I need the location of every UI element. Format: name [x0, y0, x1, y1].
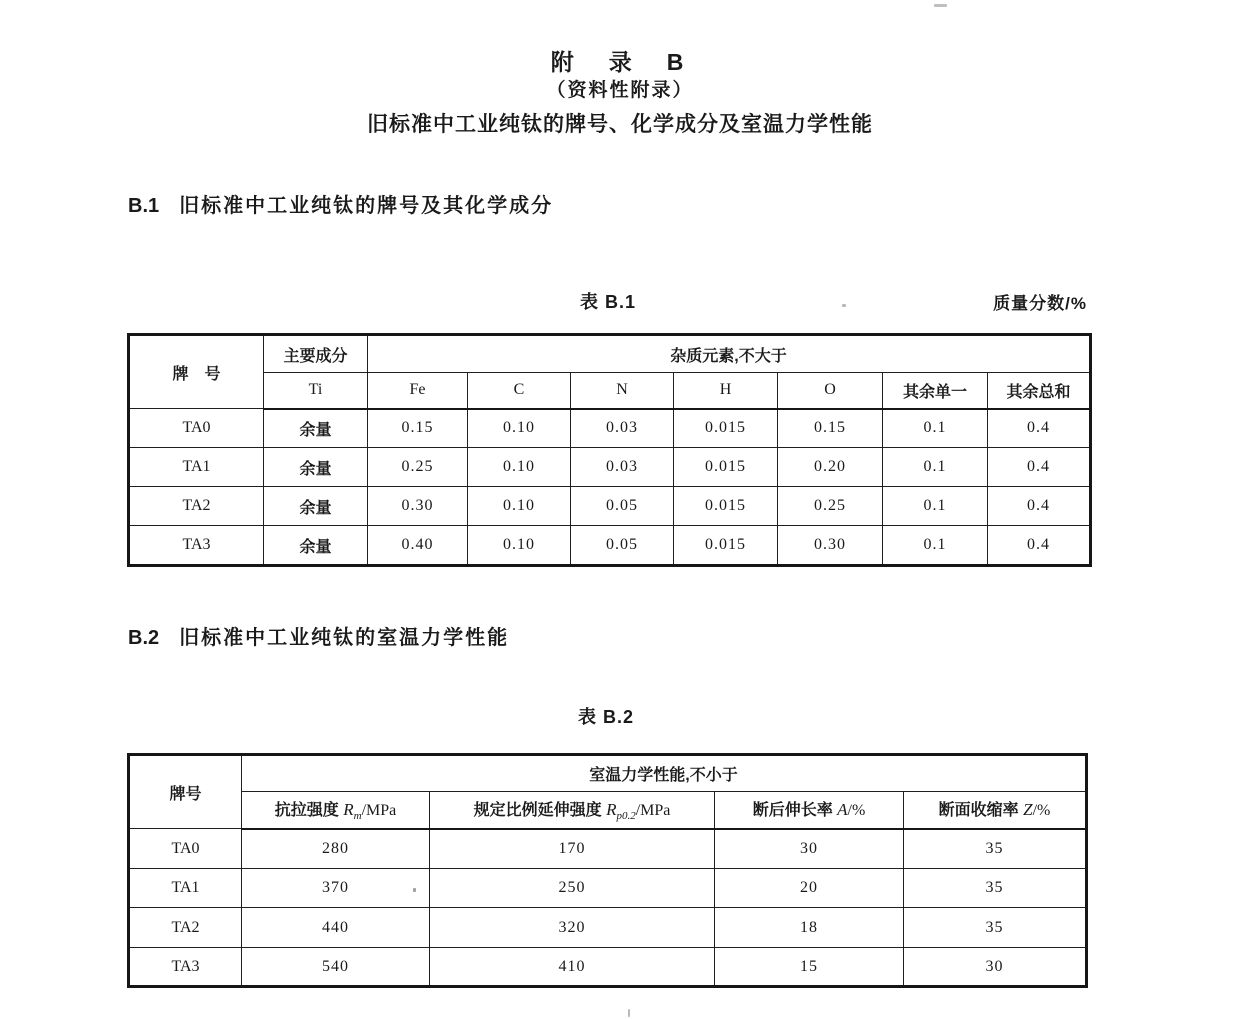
value-cell: 0.30 [778, 526, 883, 566]
value-cell: 0.1 [883, 409, 988, 448]
grade-cell: TA2 [129, 487, 264, 526]
section-b1-heading [128, 189, 553, 218]
b1-header-n: N [571, 373, 674, 409]
b1-header-fe: Fe [368, 373, 468, 409]
value-cell: 0.015 [674, 409, 778, 448]
table-b1 [127, 333, 1092, 567]
value-cell: 0.1 [883, 448, 988, 487]
value-cell: 30 [904, 948, 1087, 987]
b1-header-ti: Ti [264, 373, 368, 409]
value-cell: 0.015 [674, 487, 778, 526]
grade-cell: TA3 [129, 526, 264, 566]
b2-row-ta3 [129, 948, 1087, 987]
b1-header-row-1 [129, 335, 1091, 373]
value-cell: 0.10 [468, 487, 571, 526]
value-cell: 0.015 [674, 526, 778, 566]
value-cell: 0.4 [988, 526, 1091, 566]
b1-row-ta0 [129, 409, 1091, 448]
ti-balance-cell: 余量 [264, 409, 368, 448]
b2-header-elongation: 断后伸长率 A/% [715, 792, 904, 829]
b1-header-other-single: 其余单一 [883, 373, 988, 409]
grade-cell: TA1 [129, 448, 264, 487]
appendix-title: 旧标准中工业纯钛的牌号、化学成分及室温力学性能 [367, 113, 873, 136]
b1-header-row-2 [129, 373, 1091, 409]
value-cell: 35 [904, 869, 1087, 908]
symbol-rm: R [343, 800, 354, 820]
b2-header-grade: 牌号 [129, 755, 242, 829]
symbol-z: Z [1023, 800, 1033, 820]
value-cell: 18 [715, 908, 904, 948]
b2-row-ta1 [129, 869, 1087, 908]
value-cell: 30 [715, 829, 904, 869]
value-cell: 0.15 [778, 409, 883, 448]
value-cell: 35 [904, 908, 1087, 948]
b1-header-impurities: 杂质元素,不大于 [368, 335, 1091, 373]
value-cell: 0.03 [571, 409, 674, 448]
value-cell: 370 [242, 869, 430, 908]
value-cell: 0.1 [883, 487, 988, 526]
symbol-a: A [837, 800, 848, 820]
value-cell: 20 [715, 869, 904, 908]
b1-header-h: H [674, 373, 778, 409]
value-cell: 280 [242, 829, 430, 869]
value-cell: 0.20 [778, 448, 883, 487]
grade-cell: TA3 [129, 948, 242, 987]
value-cell: 0.4 [988, 487, 1091, 526]
value-cell: 540 [242, 948, 430, 987]
value-cell: 0.4 [988, 409, 1091, 448]
grade-cell: TA1 [129, 869, 242, 908]
value-cell: 0.03 [571, 448, 674, 487]
scan-artifact [934, 4, 947, 7]
appendix-type-note: （资料性附录） [546, 80, 694, 101]
value-cell: 250 [430, 869, 715, 908]
b2-row-ta2 [129, 908, 1087, 948]
section-b1-title: 旧标准中工业纯钛的牌号及其化学成分 [179, 195, 554, 217]
b2-row-ta0 [129, 829, 1087, 869]
ti-balance-cell: 余量 [264, 526, 368, 566]
value-cell: 320 [430, 908, 715, 948]
value-cell: 440 [242, 908, 430, 948]
appendix-label: 附 录 B [550, 49, 690, 75]
grade-cell: TA0 [129, 829, 242, 869]
ti-balance-cell: 余量 [264, 487, 368, 526]
value-cell: 0.05 [571, 487, 674, 526]
table-b2-caption: 表 B.2 [577, 707, 634, 727]
section-b2-heading [128, 621, 509, 650]
value-cell: 35 [904, 829, 1087, 869]
value-cell: 0.4 [988, 448, 1091, 487]
b1-header-c: C [468, 373, 571, 409]
b2-header-row-1 [129, 755, 1087, 792]
b1-header-other-total: 其余总和 [988, 373, 1091, 409]
value-cell: 0.10 [468, 409, 571, 448]
symbol-rp02: R [606, 800, 617, 820]
value-cell: 0.25 [778, 487, 883, 526]
b1-row-ta2 [129, 487, 1091, 526]
scan-artifact [842, 304, 846, 307]
value-cell: 0.015 [674, 448, 778, 487]
value-cell: 0.10 [468, 526, 571, 566]
value-cell: 0.1 [883, 526, 988, 566]
value-cell: 0.40 [368, 526, 468, 566]
b1-row-ta1 [129, 448, 1091, 487]
value-cell: 410 [430, 948, 715, 987]
table-b2 [127, 753, 1088, 988]
b2-header-tensile-strength: 抗拉强度 $R_m$/MPa [242, 792, 430, 829]
scan-artifact [413, 888, 416, 892]
b2-header-span: 室温力学性能,不小于 [242, 755, 1087, 792]
b1-header-grade: 牌 号 [129, 335, 264, 409]
table-b1-unit-note: 质量分数/% [993, 294, 1087, 313]
grade-cell: TA0 [129, 409, 264, 448]
b2-header-row-2 [129, 792, 1087, 829]
b1-header-main-component: 主要成分 [264, 335, 368, 373]
value-cell: 0.10 [468, 448, 571, 487]
scan-artifact [628, 1009, 630, 1017]
value-cell: 170 [430, 829, 715, 869]
table-b1-caption: 表 B.1 [579, 292, 636, 312]
value-cell: 0.25 [368, 448, 468, 487]
grade-cell: TA2 [129, 908, 242, 948]
b2-header-reduction-of-area: 断面收缩率 Z/% [904, 792, 1087, 829]
value-cell: 0.05 [571, 526, 674, 566]
value-cell: 0.15 [368, 409, 468, 448]
value-cell: 0.30 [368, 487, 468, 526]
b1-header-o: O [778, 373, 883, 409]
section-b2-number: B.2 [128, 627, 160, 649]
b1-row-ta3 [129, 526, 1091, 566]
section-b2-title: 旧标准中工业纯钛的室温力学性能 [179, 627, 510, 649]
section-b1-number: B.1 [128, 195, 160, 217]
b2-header-proof-strength: 规定比例延伸强度 $R_{p0.2}$/MPa [430, 792, 715, 829]
value-cell: 15 [715, 948, 904, 987]
ti-balance-cell: 余量 [264, 448, 368, 487]
